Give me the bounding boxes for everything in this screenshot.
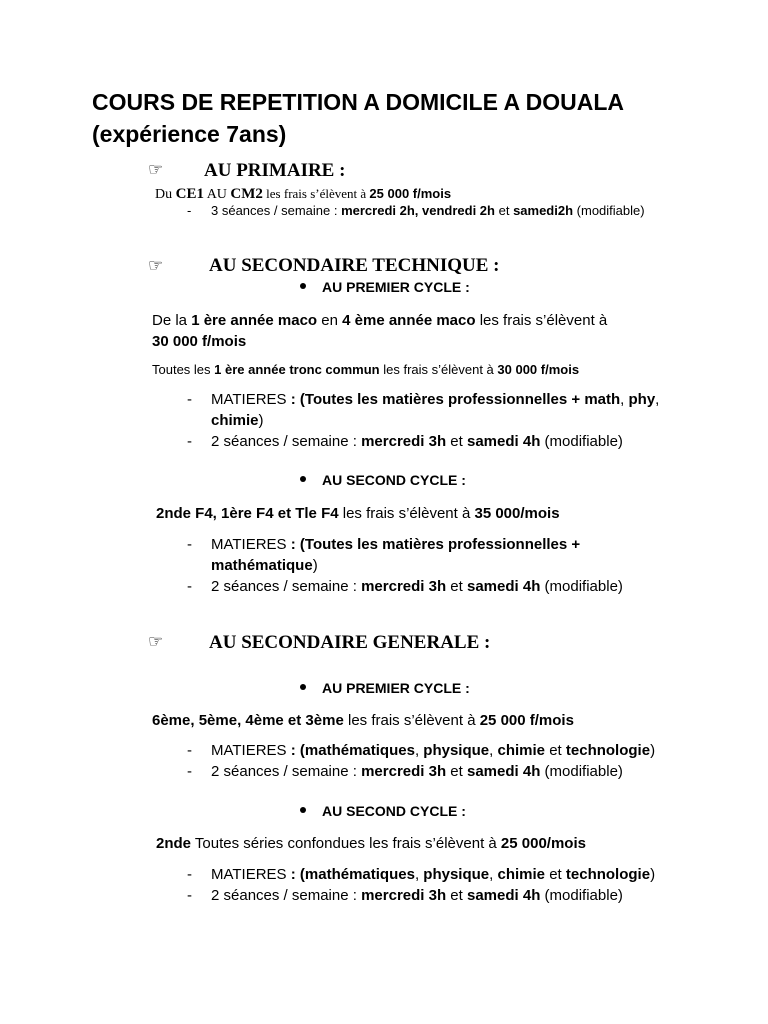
technique-second-matieres: - MATIERES : (Toutes les matières professionnelles + [187, 536, 581, 553]
generale-second-seances: - 2 séances / semaine : mercredi 3h et samedi 4h (modifiable) [187, 887, 623, 904]
primaire-fees-line: Du CE1 AU CM2 les frais s’élèvent à 25 000 f/mois [155, 186, 452, 202]
technique-second-matieres-cont: mathématique) [211, 557, 318, 574]
section-heading-generale: AU SECONDAIRE GENERALE : [209, 632, 491, 653]
title-line-1: COURS DE REPETITION A DOMICILE A DOUALA [92, 89, 624, 115]
generale-premier-matieres: - MATIERES : (mathématiques, physique, chimie et technologie) [187, 742, 656, 759]
generale-premier-seances: - 2 séances / semaine : mercredi 3h et samedi 4h (modifiable) [187, 763, 623, 780]
generale-premier-line: 6ème, 5ème, 4ème et 3ème les frais s’élèvent à 25 000 f/mois [152, 712, 574, 729]
pointing-hand-icon: ☞ [148, 632, 164, 651]
generale-second-cycle-label: AU SECOND CYCLE : [300, 803, 466, 819]
technique-tronc-commun-line: Toutes les 1 ère année tronc commun les frais s’élèvent à 30 000 f/mois [152, 362, 580, 377]
section-heading-technique: AU SECONDAIRE TECHNIQUE : [209, 255, 500, 276]
generale-second-matieres: - MATIERES : (mathématiques, physique, chimie et technologie) [187, 866, 656, 883]
technique-second-cycle-label: AU SECOND CYCLE : [300, 472, 466, 488]
technique-premier-matieres-cont: chimie) [211, 412, 264, 429]
technique-premier-seances: - 2 séances / semaine : mercredi 3h et samedi 4h (modifiable) [187, 433, 623, 450]
technique-premier-line-1: De la 1 ère année maco en 4 ème année maco les frais s’élèvent à [152, 312, 608, 329]
primaire-seances: - 3 séances / semaine : mercredi 2h, vendredi 2h et samedi2h (modifiable) [187, 203, 645, 218]
generale-premier-cycle-label: AU PREMIER CYCLE : [300, 680, 470, 696]
title-line-2: (expérience 7ans) [92, 121, 287, 147]
generale-second-line: 2nde Toutes séries confondues les frais s’élèvent à 25 000/mois [156, 835, 586, 852]
technique-premier-line-2: 30 000 f/mois [152, 333, 247, 350]
document-title [92, 86, 624, 150]
pointing-hand-icon: ☞ [148, 256, 164, 275]
section-heading-primaire: AU PRIMAIRE : [204, 160, 346, 181]
technique-premier-cycle-label: AU PREMIER CYCLE : [300, 279, 470, 295]
technique-second-seances: - 2 séances / semaine : mercredi 3h et samedi 4h (modifiable) [187, 578, 623, 595]
technique-premier-matieres: - MATIERES : (Toutes les matières professionnelles + math, phy, [187, 391, 660, 408]
pointing-hand-icon: ☞ [148, 160, 164, 179]
technique-second-line: 2nde F4, 1ère F4 et Tle F4 les frais s’élèvent à 35 000/mois [156, 505, 560, 522]
